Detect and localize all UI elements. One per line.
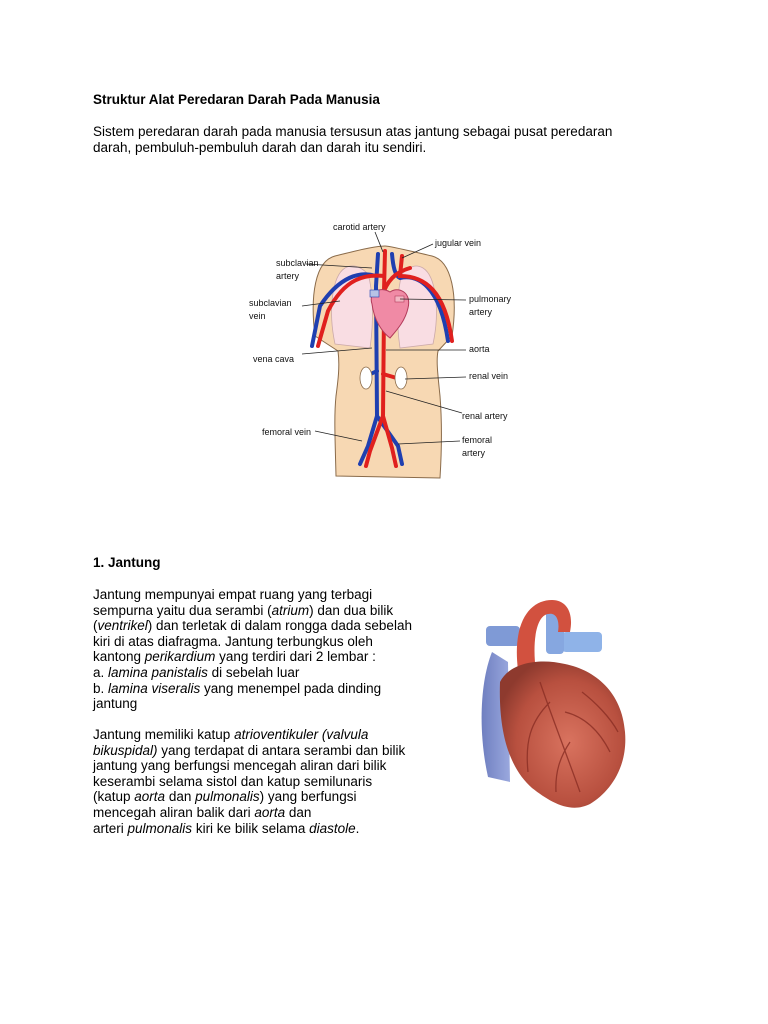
label-femoral-vein: femoral vein (262, 427, 312, 437)
term-ventrikel: ventrikel (97, 618, 148, 634)
text: (katup (93, 789, 135, 805)
term-aorta: aorta (134, 789, 166, 805)
label-subclavian-artery: subclavian (276, 258, 319, 268)
intro-line-2: darah, pembuluh-pembuluh darah dan darah itu sendiri. (93, 140, 427, 155)
label-subclavian-vein: subclavian (249, 298, 292, 308)
term-aorta: aorta (254, 804, 286, 820)
text: sempurna yaitu dua serambi ( (93, 602, 272, 618)
label-femoral-artery-2: artery (462, 448, 486, 458)
text: yang menempel pada dinding (200, 680, 382, 696)
text: dan (165, 789, 196, 805)
label-pulmonary-artery: pulmonary (469, 294, 512, 304)
text: Jantung mempunyai empat ruang yang terbagi (93, 587, 373, 602)
label-aorta: aorta (469, 344, 490, 354)
term-lamina-panistalis: lamina panistalis (108, 664, 208, 680)
text: ) yang berfungsi (259, 789, 357, 805)
text: b. (93, 680, 109, 696)
text: yang terdapat di antara serambi dan bilik (157, 742, 406, 758)
text: ) dan dua bilik (309, 602, 394, 618)
text: kiri di atas diafragma. Jantung terbungkus oleh (93, 633, 373, 649)
text: kiri ke bilik selama (192, 820, 310, 836)
paragraph-jantung-ruang (93, 587, 443, 712)
label-vena-cava: vena cava (253, 354, 295, 364)
text: kantong (93, 649, 145, 665)
intro-line-1: Sistem peredaran darah pada manusia tersusun atas jantung sebagai pusat peredaran (93, 124, 613, 139)
label-femoral-artery: femoral (462, 435, 493, 445)
text: ) dan terletak di dalam rongga dada sebelah (147, 618, 412, 634)
label-subclavian-artery-2: artery (276, 271, 300, 281)
text: arteri (93, 820, 128, 836)
text: mencegah aliran balik dari (93, 804, 255, 820)
circulatory-system-diagram (240, 216, 530, 486)
page-title: Struktur Alat Peredaran Darah Pada Manusia (93, 92, 380, 107)
text: di sebelah luar (207, 664, 300, 680)
label-renal-artery: renal artery (462, 411, 508, 421)
text: . (355, 820, 360, 836)
term-perikardium: perikardium (144, 649, 216, 665)
text: yang terdiri dari 2 lembar : (215, 649, 376, 665)
heart-illustration (470, 592, 630, 812)
text: dan (285, 804, 312, 820)
label-jugular-vein: jugular vein (435, 238, 482, 248)
term-pulmonalis: pulmonalis (127, 820, 193, 836)
text: jantung (93, 696, 138, 712)
text: jantung yang berfungsi mencegah aliran dari bilik (93, 758, 387, 774)
left-kidney (395, 367, 407, 389)
intro-paragraph (93, 124, 683, 156)
text: ( (93, 618, 98, 634)
text: Jantung memiliki katup (93, 727, 235, 742)
term-pulmonalis: pulmonalis (195, 789, 260, 805)
term-bikuspidal: bikuspidal) (93, 742, 158, 758)
section-heading: 1. Jantung (93, 555, 161, 570)
term-atrium: atrium (271, 602, 310, 618)
pulmonary-vessel-right (562, 632, 602, 652)
term-lamina-viseralis: lamina viseralis (108, 680, 201, 696)
right-kidney (360, 367, 372, 389)
label-carotid-artery: carotid artery (333, 222, 386, 232)
term-atrioventikuler: atrioventikuler (valvula (234, 727, 369, 742)
label-renal-vein: renal vein (469, 371, 509, 381)
text: keserambi selama sistol dan katup semilunaris (93, 773, 373, 789)
paragraph-katup-jantung (93, 727, 443, 836)
label-pulmonary-artery-2: artery (469, 307, 493, 317)
label-subclavian-vein-2: vein (249, 311, 266, 321)
text: a. (93, 664, 109, 680)
term-diastole: diastole (309, 820, 356, 836)
pulmonary-vessel-left (486, 626, 520, 646)
heart-body (500, 661, 625, 807)
